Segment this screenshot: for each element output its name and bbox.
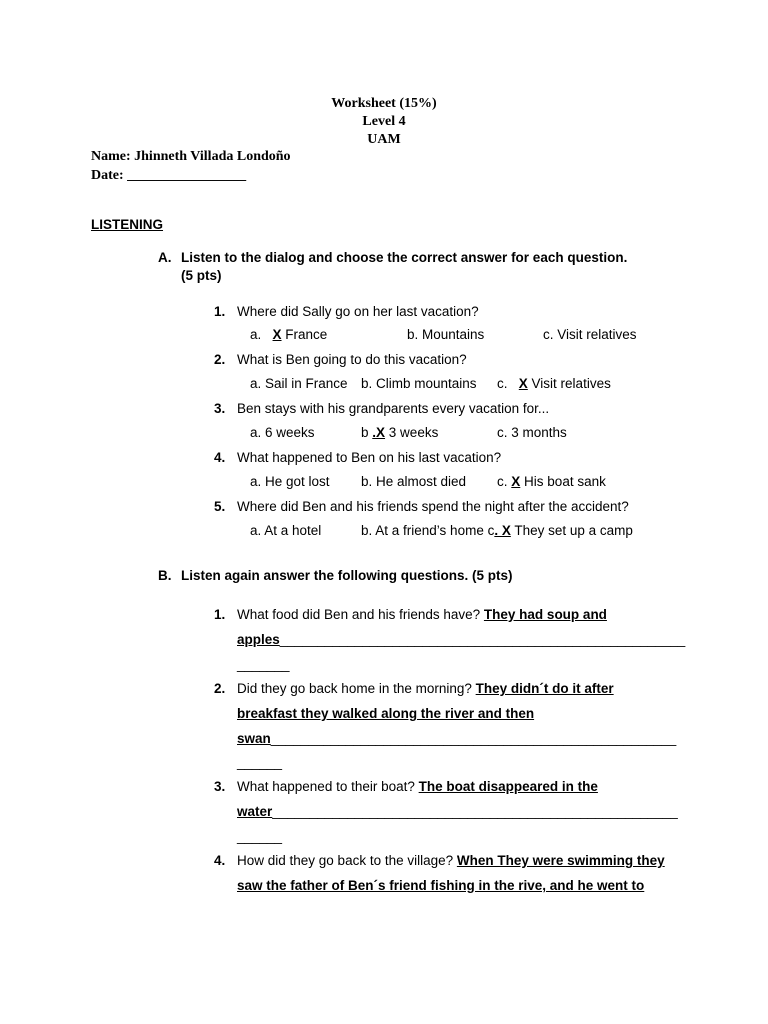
part-b-instruction: Listen again answer the following questions. (5 pts) xyxy=(181,568,513,583)
question-number: 1. xyxy=(214,304,226,319)
fill-line: ______________________________________________________ xyxy=(279,632,686,647)
option-a xyxy=(250,327,327,342)
question-line xyxy=(237,681,614,696)
option-b: b. Mountains xyxy=(407,327,485,342)
section-title: LISTENING xyxy=(91,217,164,232)
option-c: c. 3 months xyxy=(497,425,567,440)
option-text: 3 weeks xyxy=(385,425,439,440)
option-text: They set up a camp xyxy=(510,523,633,538)
header-title: Worksheet (15%) xyxy=(331,96,437,111)
option-b xyxy=(361,425,438,440)
fill-line: ______ xyxy=(237,755,283,770)
option-a: a. He got lost xyxy=(250,474,330,489)
answer-text: breakfast they walked along the river and then xyxy=(237,706,535,721)
student-name: Name: Jhinneth Villada Londoño xyxy=(91,149,291,164)
option-c xyxy=(497,376,611,391)
question-text: Where did Ben and his friends spend the night after the accident? xyxy=(237,499,629,514)
part-a-instruction xyxy=(181,249,627,285)
answer-line xyxy=(237,731,676,746)
header-level: Level 4 xyxy=(362,114,406,129)
question-text: What is Ben going to do this vacation? xyxy=(237,352,467,367)
answer-text: saw the father of Ben´s friend fishing in the rive, and he went to xyxy=(237,878,645,893)
question-number: 1. xyxy=(214,607,226,622)
option-prefix: c. xyxy=(497,376,508,391)
part-a-instruction-line2: (5 pts) xyxy=(181,268,222,283)
fill-line: ______________________________________________________ xyxy=(272,804,678,819)
question-text: Ben stays with his grandparents every vacation for... xyxy=(237,401,550,416)
question-text: What happened to their boat? xyxy=(237,779,419,794)
answer-mark: .X xyxy=(372,425,386,440)
question-line xyxy=(237,779,598,794)
option-b: b. He almost died xyxy=(361,474,467,489)
answer-text: swan xyxy=(237,731,271,746)
fill-line: _______ xyxy=(237,657,290,672)
question-text: Where did Sally go on her last vacation? xyxy=(237,304,479,319)
question-number: 2. xyxy=(214,352,226,367)
question-number: 5. xyxy=(214,499,226,514)
question-number: 3. xyxy=(214,779,226,794)
answer-text: They didn´t do it after xyxy=(475,681,614,696)
option-a: a. At a hotel xyxy=(250,523,322,538)
option-prefix: b xyxy=(361,425,369,440)
answer-mark: X xyxy=(518,376,528,391)
answer-mark: X xyxy=(511,474,521,489)
option-a: a. Sail in France xyxy=(250,376,348,391)
fill-line: ______ xyxy=(237,829,283,844)
answer-line xyxy=(237,632,685,647)
worksheet-header xyxy=(0,95,768,149)
question-number: 4. xyxy=(214,853,226,868)
answer-mark: X xyxy=(272,327,282,342)
answer-text: When They were swimming they xyxy=(456,853,665,868)
answer-line xyxy=(237,804,678,819)
question-number: 4. xyxy=(214,450,226,465)
question-text: What happened to Ben on his last vacation? xyxy=(237,450,502,465)
question-line xyxy=(237,607,607,622)
question-text: What food did Ben and his friends have? xyxy=(237,607,484,622)
answer-text: water xyxy=(237,804,273,819)
option-text: Visit relatives xyxy=(527,376,611,391)
part-a-letter: A. xyxy=(158,250,172,265)
question-text: How did they go back to the village? xyxy=(237,853,457,868)
answer-text: The boat disappeared in the xyxy=(418,779,598,794)
answer-mark: . X xyxy=(494,523,511,538)
option-text: b. At a friend’s home c xyxy=(361,523,495,538)
part-b-letter: B. xyxy=(158,568,172,583)
date-field: Date: _________________ xyxy=(91,168,247,183)
option-text: France xyxy=(281,327,328,342)
header-institution: UAM xyxy=(367,132,401,147)
option-text: His boat sank xyxy=(520,474,606,489)
fill-line: ______________________________________________________ xyxy=(270,731,677,746)
question-number: 3. xyxy=(214,401,226,416)
question-line xyxy=(237,853,665,868)
answer-text: They had soup and xyxy=(483,607,607,622)
part-a-instruction-line1: Listen to the dialog and choose the correct answer for each question. xyxy=(181,250,628,265)
answer-text: apples xyxy=(237,632,280,647)
question-number: 2. xyxy=(214,681,226,696)
question-text: Did they go back home in the morning? xyxy=(237,681,476,696)
option-prefix: c. xyxy=(497,474,508,489)
option-b: b. Climb mountains xyxy=(361,376,477,391)
option-c xyxy=(497,474,606,489)
option-c: c. Visit relatives xyxy=(543,327,637,342)
student-info xyxy=(91,147,291,185)
option-a: a. 6 weeks xyxy=(250,425,315,440)
option-prefix: a. xyxy=(250,327,262,342)
option-b xyxy=(361,523,633,538)
